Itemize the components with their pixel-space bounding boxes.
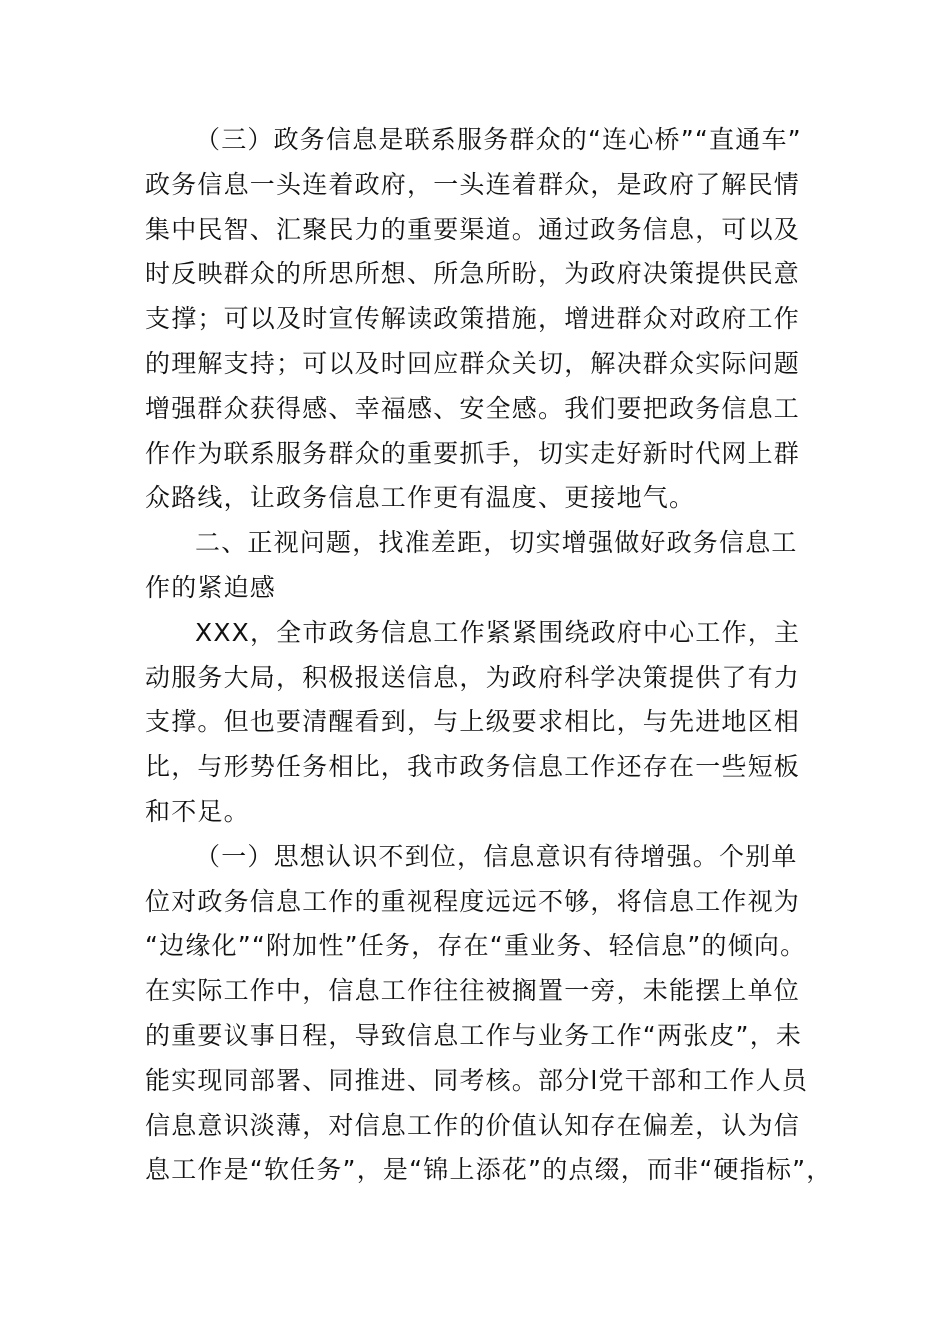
paragraph-heading-line: （三）政务信息是联系服务群众的“连心桥”“直通车” bbox=[195, 125, 802, 154]
document-body bbox=[145, 118, 833, 1193]
paragraph-line: 和不足。 bbox=[145, 796, 250, 826]
paragraph-line: 在实际工作中，信息工作往往被搁置一旁，未能摆上单位 bbox=[145, 976, 801, 1006]
paragraph-line: XXX，全市政务信息工作紧紧围绕政府中心工作，主 bbox=[195, 617, 801, 647]
paragraph-line: 比，与形势任务相比，我市政务信息工作还存在一些短板 bbox=[145, 752, 801, 782]
paragraph-line: 能实现同部署、同推进、同考核。部分l党干部和工作人员 bbox=[145, 1065, 809, 1095]
paragraph-line: 位对政务信息工作的重视程度远远不够，将信息工作视为 bbox=[145, 886, 801, 916]
section-heading-line: 二、正视问题，找准差距，切实增强做好政务信息工 bbox=[195, 528, 798, 558]
paragraph-line: 集中民智、汇聚民力的重要渠道。通过政务信息，可以及 bbox=[145, 214, 801, 244]
paragraph-line: 的理解支持；可以及时回应群众关切，解决群众实际问题 bbox=[145, 348, 801, 378]
paragraph-line: 众路线，让政务信息工作更有温度、更接地气。 bbox=[145, 483, 696, 513]
paragraph-line: 的重要议事日程，导致信息工作与业务工作“两张皮”，未 bbox=[145, 1020, 803, 1050]
paragraph-line: 时反映群众的所思所想、所急所盼，为政府决策提供民意 bbox=[145, 259, 801, 289]
paragraph-line: 动服务大局，积极报送信息，为政府科学决策提供了有力 bbox=[145, 662, 801, 692]
paragraph-line: 政务信息一头连着政府，一头连着群众，是政府了解民情 bbox=[145, 169, 801, 199]
paragraph-line: 支撑；可以及时宣传解读政策措施，增进群众对政府工作 bbox=[145, 304, 801, 334]
paragraph-line: 信息意识淡薄，对信息工作的价值认知存在偏差，认为信 bbox=[145, 1110, 801, 1140]
paragraph-line: 增强群众获得感、幸福感、安全感。我们要把政务信息工 bbox=[145, 393, 801, 423]
section-heading-line: 作的紧迫感 bbox=[145, 572, 277, 602]
paragraph-line: 支撑。但也要清醒看到，与上级要求相比，与先进地区相 bbox=[145, 707, 801, 737]
paragraph-line: “边缘化”“附加性”任务，存在“重业务、轻信息”的倾向。 bbox=[145, 931, 807, 961]
paragraph-line: 作作为联系服务群众的重要抓手，切实走好新时代网上群 bbox=[145, 438, 801, 468]
paragraph-line: 息工作是“软任务”，是“锦上添花”的点缀，而非“硬指标”， bbox=[145, 1155, 833, 1185]
paragraph-line: （一）思想认识不到位，信息意识有待增强。个别单 bbox=[195, 841, 798, 871]
